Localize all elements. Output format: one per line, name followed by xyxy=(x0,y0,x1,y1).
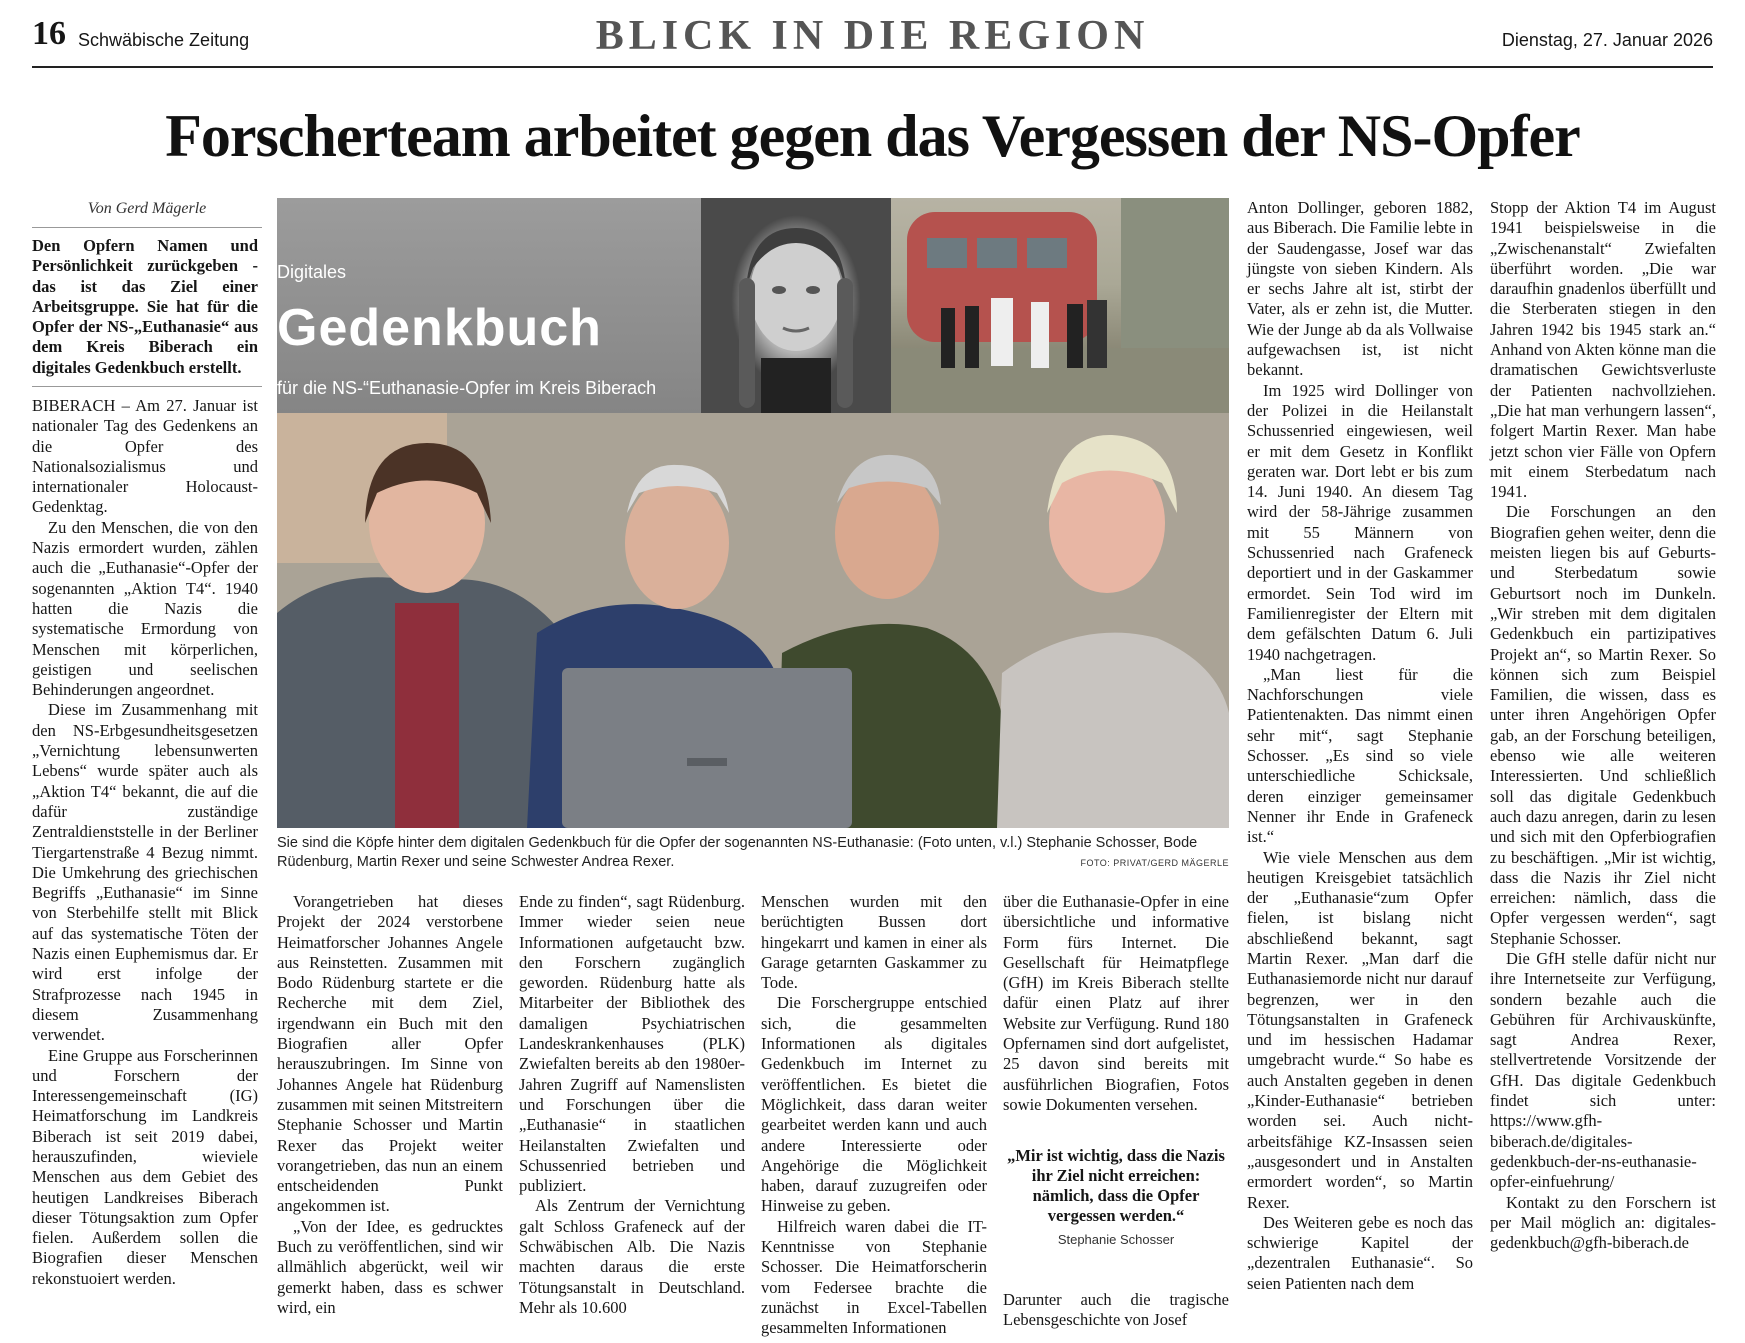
text-column-7 xyxy=(1490,198,1716,1253)
page-number: 16 xyxy=(32,15,66,52)
paragraph: „Man liest für die Nachforschungen viele Patientenakten. Das nimmt einen sehr mit“, sagt Stephanie Schosser. „Es sind so viele unterschiedliche Schicksale, deren einziger gemeinsamer Nenner ihr Ende in Grafeneck ist.“ xyxy=(1247,664,1473,847)
text-column-5 xyxy=(1003,892,1229,1115)
paragraph: über die Euthanasie-Opfer in eine übersichtliche und informative Form fürs Internet. Die Gesellschaft für Heimatpflege (GfH) im Kreis Biberach stellte dafür einen Platz auf ihrer Website zur Verfügung. Rund 180 Opfernamen sind dort aufgelistet, 25 davon sind bereits mit ausführlichen Biografien, Fotos sowie Dokumenten versehen. xyxy=(1003,892,1229,1114)
team-photo-illustration xyxy=(277,413,1229,828)
byline-rule xyxy=(32,227,262,228)
paragraph: Ende zu finden“, sagt Rüdenburg. Immer wieder seien neue Informationen aufgetaucht bzw. den Forschern zugänglich geworden. Rüdenburg hatte als Mitarbeiter der Bibliothek des damaligen Psychiatrischen Landeskrankenhauses (PLK) Zwiefalten bereits ab den 1980er-Jahren Zugriff auf Namenslisten und Forschungen über die „Euthanasie“ in staatlichen Heilanstalten Zwiefalten und Schussenried betrieben und publiziert. xyxy=(519,892,745,1196)
byline: Von Gerd Mägerle xyxy=(87,200,207,217)
paper-name: Schwäbische Zeitung xyxy=(78,30,250,50)
paragraph: Im 1925 wird Dollinger von der Polizei in die Heilanstalt Schussenried eingewiesen, weil er mit dem Gesetz in Konflikt geraten war. Dort lebt er bis zum 14. Juni 1940. An diesem Tag wird der 58-Jährige zusammen mit 55 Männern von Schussenried nach Grafeneck deportiert und in der Gaskammer ermordet. Sein Tod wird im Familienregister der Eltern mit dem gefälschten Datum 6. Juli 1940 nachgetragen. xyxy=(1247,380,1473,664)
banner-subtitle: für die NS-“Euthanasie-Opfer im Kreis Biberach xyxy=(277,378,657,398)
historic-bus-image xyxy=(891,198,1229,413)
paragraph: Menschen wurden mit den berüchtigten Bussen dort hingekarrt und kamen in einer als Garage getarnten Gaskammer zu Tode. xyxy=(761,892,987,993)
pull-quote xyxy=(1003,1146,1229,1247)
paragraph: Eine Gruppe aus Forscherinnen und Forschern der Interessengemeinschaft (IG) Heimatforschung im Landkreis Biberach ist seit 2019 dabei, herauszufinden, wieviele Menschen aus dem Gebiet des heutigen Landkreises Biberach dieser Tötungsaktion zum Opfer fielen. Außerdem sollen die Biografien dieser Menschen rekonstuoiert werden. xyxy=(32,1045,258,1288)
paragraph: „Von der Idee, es gedrucktes Buch zu veröffentlichen, sind wir allmählich abgerückt, weil wir gemerkt haben, dass es schwer wird, ein xyxy=(277,1216,503,1317)
paragraph: Kontakt zu den Forschern ist per Mail möglich an: digitales-gedenkbuch@gfh-biberach.de xyxy=(1490,1192,1716,1253)
banner-digital-label: Digitales xyxy=(277,262,347,282)
gedenkbuch-banner xyxy=(277,198,701,413)
lead-paragraph: Den Opfern Namen und Persönlichkeit zurückgeben - das ist das Ziel einer Arbeitsgruppe. Sie hat für die Opfer der NS-„Euthanasie“ aus dem Kreis Biberach ein digitales Gedenkbuch erstellt. xyxy=(32,236,258,377)
issue-date: Dienstag, 27. Januar 2026 xyxy=(1501,30,1713,50)
photo-credit: FOTO: PRIVAT/GERD MÄGERLE xyxy=(1080,858,1229,868)
section-title: BLICK IN DIE REGION xyxy=(595,13,1150,59)
paragraph: Hilfreich waren dabei die IT-Kenntnisse von Stephanie Schosser. Die Heimatforscherin vom Federsee brachte die zunächst in Excel-Tabellen gesammelten Informationen xyxy=(761,1216,987,1338)
paragraph: Die Forschungen an den Biografien gehen weiter, denn die meisten liegen bis auf Geburts- und Sterbedatum sowie Geburtsort noch im Dunkeln. „Wir streben mit dem digitalen Gedenkbuch ein partizipatives Projekt an“, so Martin Rexer. So können sich zum Beispiel Familien, die wissen, dass es unter ihren Angehörigen Opfer gab, an der Forschung beteiligen, ebenso wie alle weiteren Interessierten. Und schließlich soll das digitale Gedenkbuch auch dazu anregen, darin zu lesen und sich mit den Opferbiografien zu beschäftigen. „Mir ist wichtig, dass die Nazis ihr Ziel nicht erreichen: nämlich, dass die Opfer vergessen werden“, sagt Stephanie Schosser. xyxy=(1490,502,1716,948)
text-column-1 xyxy=(32,396,258,1289)
paragraph: Darunter auch die tragische Lebensgeschichte von Josef xyxy=(1003,1290,1229,1330)
paragraph: Vorangetrieben hat dieses Projekt der 2024 verstorbene Heimatforscher Johannes Angele aus Reinstetten. Zusammen mit Bodo Rüdenburg startete er die Recherche mit dem Ziel, irgendwann ein Buch mit den Biografien aller Opfer herauszubringen. Im Sinne von Johannes Angele hat Rüdenburg zusammen mit seinen Mitstreitern Stephanie Schosser und Martin Rexer das Projekt weiter vorangetrieben, das nun an einem entscheidenden Punkt angekommen ist. xyxy=(277,892,503,1216)
paragraph: Anton Dollinger, geboren 1882, aus Biberach. Die Familie lebte in der Saudengasse, Josef war das jüngste von sieben Kindern. Als er sechs Jahre alt ist, stirbt der Vater, als er zehn ist, die Mutter. Wie der Junge ab da als Vollwaise aufgewachsen ist, ist nicht bekannt. xyxy=(1247,198,1473,380)
paragraph: Diese im Zusammenhang mit den NS-Erbgesundheitsgesetzen „Vernichtung lebensunwerten Lebens“ wurde später auch als „Aktion T4“ bekannt, die auf die dafür zuständige Zentraldienststelle in der Berliner Tiergartenstraße 4 Bezug nimmt. Die Umkehrung des griechischen Begriffs „Euthanasie“ im Sinne von Sterbehilfe stellt mit Blick auf das systematische Töten der Nazis einen Euphemismus dar. Er wird erst infolge der Strafprozesse nach 1945 in diesem Zusammenhang verwendet. xyxy=(32,700,258,1045)
paragraph: Als Zentrum der Vernichtung galt Schloss Grafeneck auf der Schwäbischen Alb. Die Nazis machten daraus die erste Tötungsanstalt in Deutschland. Mehr als 10.600 xyxy=(519,1196,745,1317)
article-photo xyxy=(277,198,1229,828)
banner-title: Gedenkbuch xyxy=(277,299,602,357)
bus-illustration xyxy=(891,198,1229,413)
paragraph: Stopp der Aktion T4 im August 1941 beispielsweise in die „Zwischenanstalt“ Zwiefalten überführt worden. „Die war daraufhin gnadenlos überfüllt und die Sterberaten stiegen in den Jahren 1942 bis 1945 stark an.“ Anhand von Akten könne man die dramatischen Gewichtsverluste der Patienten nachvollziehen. „Die hat man verhungern lassen“, folgert Martin Rexer. Man habe jetzt schon vier Fälle von Opfern mit einem Sterbedatum nach 1941. xyxy=(1490,198,1716,502)
historic-portrait-image xyxy=(701,198,891,413)
team-photo xyxy=(277,413,1229,828)
header-rule xyxy=(32,66,1713,68)
paragraph: BIBERACH – Am 27. Januar ist nationaler Tag des Gedenkens an die Opfer des Nationalsozialismus und internationaler Holocaust-Gedenktag. xyxy=(32,396,258,517)
paragraph: Die GfH stelle dafür nicht nur ihre Internetseite zur Verfügung, sondern bezahle auch die Gebühren für Archivauskünfte, sagt Andrea Rexer, stellvertretende Vorsitzende der GfH. Das digitale Gedenkbuch findet sich unter: https://www.gfh-biberach.de/digitales-gedenkbuch-der-ns-euthanasie-opfer-einfuehrung/ xyxy=(1490,948,1716,1192)
text-column-5-bottom xyxy=(1003,1290,1229,1331)
text-column-4 xyxy=(761,892,987,1339)
text-column-6 xyxy=(1247,198,1473,1294)
paragraph: Wie viele Menschen aus dem heutigen Kreisgebiet tatsächlich der „Euthanasie“zum Opfer fielen, ist bislang nicht abschließend bekannt, sagt Martin Rexer. „Man darf die Euthanasiemorde nicht nur darauf begrenzen, wer in den Tötungsanstalten in Grafeneck und im hessischen Hadamar umgebracht wurde.“ So habe es auch Anstalten gegeben in denen „Kinder-Euthanasie“ betrieben worden sei. Auch nicht-arbeitsfähige KZ-Insassen seien „ausgesondert und in Anstalten ermordert worden“, so Martin Rexer. xyxy=(1247,847,1473,1212)
pull-quote-text: „Mir ist wichtig, dass die Nazis ihr Ziel nicht erreichen: nämlich, dass die Opfer vergessen werden.“ xyxy=(1007,1146,1225,1225)
lead-rule xyxy=(32,386,262,387)
photo-banner xyxy=(277,198,1229,413)
photo-caption: Sie sind die Köpfe hinter dem digitalen Gedenkbuch für die Opfer der sogenannten NS-Euthanasie: (Foto unten, v.l.) Stephanie Schosser, Bode Rüdenburg, Martin Rexer und seine Schwester Andrea Rexer. xyxy=(277,835,1198,870)
paragraph: Die Forschergruppe entschied sich, die gesammelten Informationen als digitales Gedenkbuch im Internet zu veröffentlichen. Es bietet die Möglichkeit, dass daran weiter gearbeitet werden kann und auch andere Interessierte oder Angehörige die Möglichkeit haben, darauf zuzugreifen oder Hinweise zu geben. xyxy=(761,993,987,1216)
paragraph: Des Weiteren gebe es noch das schwierige Kapitel der „dezentralen Euthanasie“. So seien Patienten nach dem xyxy=(1247,1212,1473,1293)
pull-quote-author: Stephanie Schosser xyxy=(1057,1232,1175,1247)
text-column-3 xyxy=(519,892,745,1318)
text-column-2 xyxy=(277,892,503,1318)
portrait-illustration xyxy=(701,198,891,413)
article-headline: Forscherteam arbeitet gegen das Vergessen der NS-Opfer xyxy=(165,103,1580,169)
paragraph: Zu den Menschen, die von den Nazis ermordert wurden, zählen auch die „Euthanasie“-Opfer der sogenannten „Aktion T4“. 1940 hatten die Nazis die systematische Ermordung von Menschen mit körperlichen, geistigen und seelischen Behinderungen angeordnet. xyxy=(32,517,258,700)
